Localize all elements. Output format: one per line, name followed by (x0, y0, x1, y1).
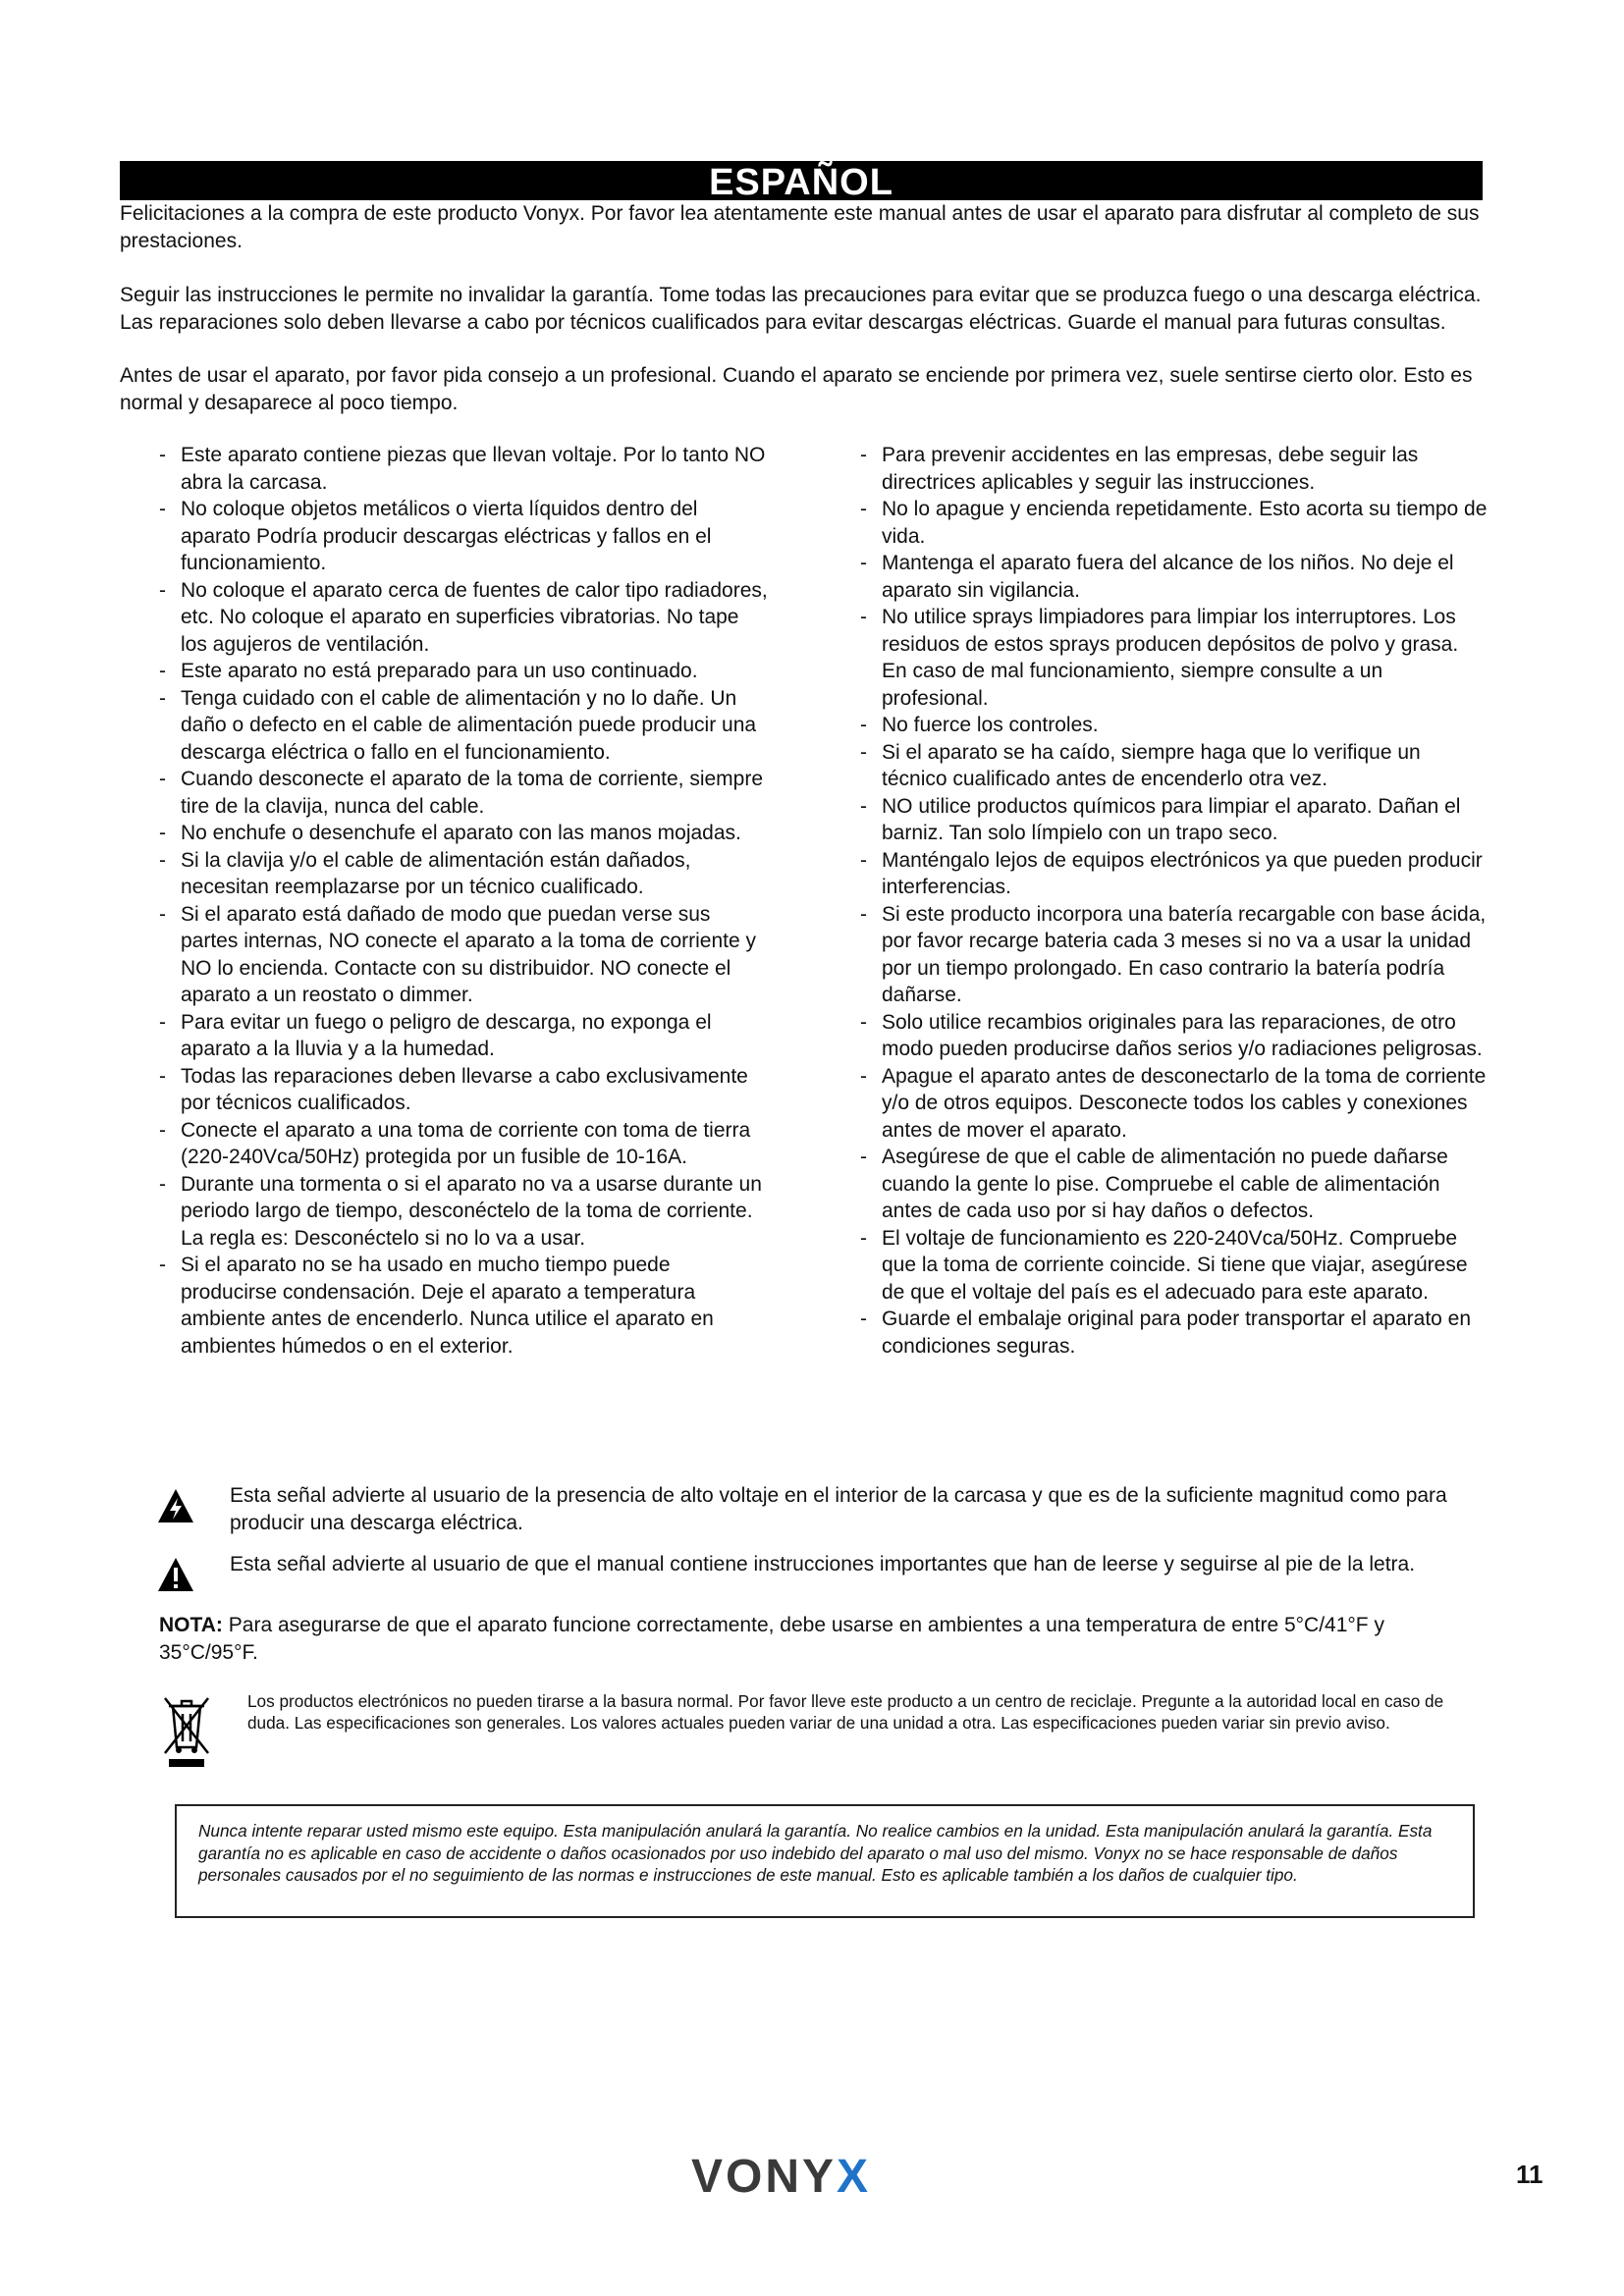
safety-left-item: - No coloque objetos metálicos o vierta líquidos dentro del aparato Podría producir descargas eléctricas y fallos en el funcionamiento. (159, 496, 768, 577)
voltage-warning (157, 1482, 1463, 1536)
note-text: Para asegurarse de que el aparato funcione correctamente, debe usarse en ambientes a una temperatura de entre 5°C/41°F y 35°C/95°F. (159, 1614, 1384, 1664)
intro-paragraph-1: Felicitaciones a la compra de este producto Vonyx. Por favor lea atentamente este manual antes de usar el aparato para disfrutar al completo de sus prestaciones. (120, 202, 1480, 252)
safety-left-item: - No coloque el aparato cerca de fuentes de calor tipo radiadores, etc. No coloque el aparato en superficies vibratorias. No tape los agujeros de ventilación. (159, 577, 768, 659)
safety-list-right (860, 442, 1489, 1360)
manual-warning (157, 1551, 1463, 1592)
safety-right-item: - No fuerce los controles. (860, 712, 1489, 739)
recycling-notice (159, 1690, 1480, 1771)
intro-paragraph-2: Seguir las instrucciones le permite no invalidar la garantía. Tome todas las precauciones para evitar que se produzca fuego o una descarga eléctrica. Las reparaciones solo deben llevarse a cabo por técnicos cualificados para evitar descargas eléctricas. Guarde el manual para futuras consultas. (120, 284, 1482, 334)
safety-left-item: - Durante una tormenta o si el aparato no va a usarse durante un periodo largo de tiempo, desconéctelo de la toma de corriente. La regla es: Desconéctelo si no lo va a usar. (159, 1171, 768, 1253)
note-paragraph (159, 1612, 1475, 1666)
safety-left-item: - Si la clavija y/o el cable de alimentación están dañados, necesitan reemplazarse por un técnico cualificado. (159, 847, 768, 901)
safety-left-item: - Si el aparato está dañado de modo que puedan verse sus partes internas, NO conecte el aparato a la toma de corriente y NO lo encienda. Contacte con su distribuidor. NO conecte el aparato a un reostato o dimmer. (159, 901, 768, 1009)
safety-list-left (159, 442, 768, 1360)
warranty-disclaimer-box (175, 1804, 1475, 1918)
safety-left-item: - Todas las reparaciones deben llevarse a cabo exclusivamente por técnicos cualificados. (159, 1063, 768, 1117)
safety-right-item: - Para prevenir accidentes en las empresas, debe seguir las directrices aplicables y seguir las instrucciones. (860, 442, 1489, 496)
intro-paragraph-3: Antes de usar el aparato, por favor pida consejo a un profesional. Cuando el aparato se enciende por primera vez, suele sentirse cierto olor. Esto es normal y desaparece al poco tiempo. (120, 364, 1473, 414)
safety-right-item: - No utilice sprays limpiadores para limpiar los interruptores. Los residuos de estos sprays producen depósitos de polvo y grasa. En caso de mal funcionamiento, siempre consulte a un profesional. (860, 604, 1489, 712)
safety-right-item: - Apague el aparato antes de desconectarlo de la toma de corriente y/o de otros equipos. Desconecte todos los cables y conexiones antes de mover el aparato. (860, 1063, 1489, 1145)
safety-right-item: - NO utilice productos químicos para limpiar el aparato. Dañan el barniz. Tan solo límpielo con un trapo seco. (860, 793, 1489, 847)
safety-right-item: - Si este producto incorpora una batería recargable con base ácida, por favor recarge bateria cada 3 meses si no va a usar la unidad por un tiempo prolongado. En caso contrario la batería podría dañarse. (860, 901, 1489, 1009)
exclamation-warning-icon (157, 1557, 194, 1592)
safety-left-item: - Para evitar un fuego o peligro de descarga, no exponga el aparato a la lluvia y a la humedad. (159, 1009, 768, 1063)
safety-left-item: - Si el aparato no se ha usado en mucho tiempo puede producirse condensación. Deje el aparato a temperatura ambiente antes de encenderlo. Nunca utilice el aparato en ambientes húmedos o en el exterior. (159, 1252, 768, 1360)
safety-right-item: - Asegúrese de que el cable de alimentación no puede dañarse cuando la gente lo pise. Compruebe el cable de alimentación antes de cada uso por si hay daños o defectos. (860, 1144, 1489, 1225)
logo-brand-text: VONYX (691, 2151, 872, 2199)
safety-left-item: - No enchufe o desenchufe el aparato con las manos mojadas. (159, 820, 768, 847)
vonyx-logo (691, 2150, 927, 2199)
manual-warning-text: Esta señal advierte al usuario de que el manual contiene instrucciones importantes que han de leerse y seguirse al pie de la letra. (230, 1553, 1416, 1575)
voltage-warning-text: Esta señal advierte al usuario de la presencia de alto voltaje en el interior de la carcasa y que es de la suficiente magnitud como para producir una descarga eléctrica. (230, 1484, 1447, 1534)
safety-left-item: - Tenga cuidado con el cable de alimentación y no lo dañe. Un daño o defecto en el cable de alimentación puede producir una descarga eléctrica o fallo en el funcionamiento. (159, 685, 768, 767)
safety-right-item: - Mantenga el aparato fuera del alcance de los niños. No deje el aparato sin vigilancia. (860, 550, 1489, 604)
safety-left-item: - Este aparato no está preparado para un uso continuado. (159, 658, 768, 685)
high-voltage-icon (157, 1488, 194, 1523)
safety-left-item: - Este aparato contiene piezas que llevan voltaje. Por lo tanto NO abra la carcasa. (159, 442, 768, 496)
warranty-disclaimer-text: Nunca intente reparar usted mismo este equipo. Esta manipulación anulará la garantía. No realice cambios en la unidad. Esta manipulación anulará la garantía. Esta garantía no es aplicable en caso de accidente o daños ocasionados por uso indebido del aparato o mal uso del mismo. Vonyx no se hace responsable de daños personales causados por el no seguimiento de las normas e instrucciones de este manual. Esto es aplicable también a los daños de cualquier tipo. (198, 1821, 1433, 1885)
recycling-text: Los productos electrónicos no pueden tirarse a la basura normal. Por favor lleve este producto a un centro de reciclaje. Pregunte a la autoridad local en caso de duda. Las especificaciones son generales. Los valores actuales pueden variar de una unidad a otra. Las especificaciones pueden variar sin previo aviso. (247, 1691, 1444, 1733)
safety-right-item: - No lo apague y encienda repetidamente. Esto acorta su tiempo de vida. (860, 496, 1489, 550)
note-label: NOTA: (159, 1614, 223, 1636)
section-title: ESPAÑOL (120, 161, 1483, 200)
safety-right-item: - Si el aparato se ha caído, siempre haga que lo verifique un técnico cualificado antes de encenderlo otra vez. (860, 739, 1489, 793)
safety-right-item: - El voltaje de funcionamiento es 220-240Vca/50Hz. Compruebe que la toma de corriente coincide. Si tiene que viajar, asegúrese de que el voltaje del país es el adecuado para este aparato. (860, 1225, 1489, 1307)
safety-right-item: - Solo utilice recambios originales para las reparaciones, de otro modo pueden producirse daños serios y/o radiaciones peligrosas. (860, 1009, 1489, 1063)
safety-right-item: - Guarde el embalaje original para poder transportar el aparato en condiciones seguras. (860, 1306, 1489, 1360)
safety-left-item: - Cuando desconecte el aparato de la toma de corriente, siempre tire de la clavija, nunca del cable. (159, 766, 768, 820)
page-number: 11 (1516, 2160, 1543, 2189)
safety-left-item: - Conecte el aparato a una toma de corriente con toma de tierra (220-240Vca/50Hz) protegida por un fusible de 10-16A. (159, 1117, 768, 1171)
safety-right-item: - Manténgalo lejos de equipos electrónicos ya que pueden producir interferencias. (860, 847, 1489, 901)
weee-bin-icon (159, 1690, 214, 1771)
